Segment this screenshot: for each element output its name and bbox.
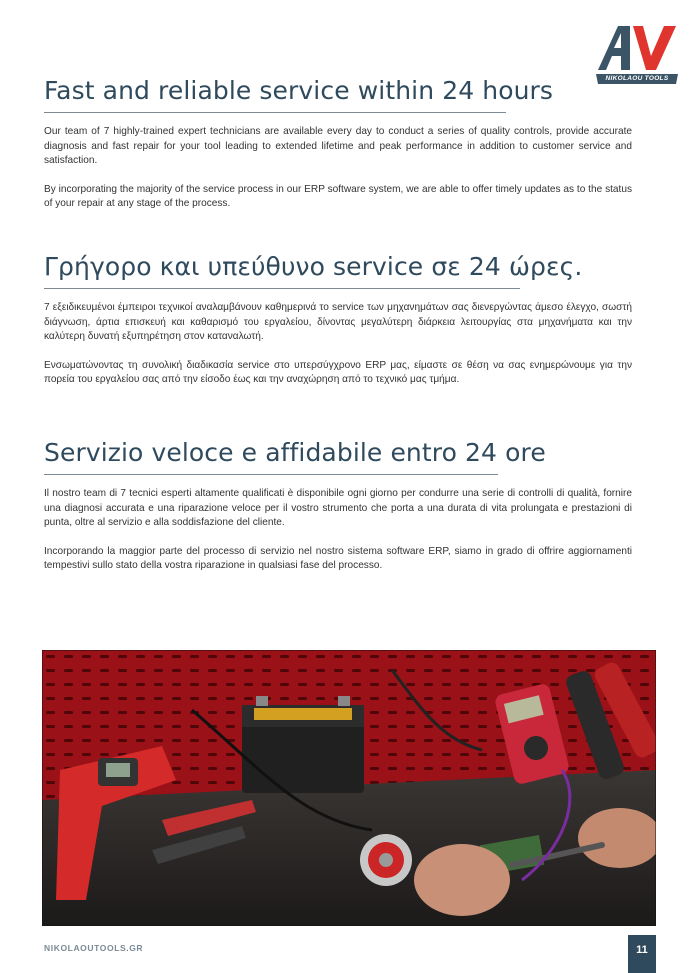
footer-website: NIKOLAOUTOOLS.GR: [44, 943, 144, 953]
title-underline: [44, 288, 520, 289]
section-paragraph: By incorporating the majority of the service process in our ERP software system, we are able to offer timely updates as to the status of your repair at any stage of the process.: [44, 183, 632, 210]
title-underline: [44, 112, 506, 113]
section-title: Γρήγορο και υπεύθυνο service σε 24 ώρες.: [44, 252, 583, 281]
logo-text: NIKOLAOU TOOLS: [605, 75, 669, 82]
section-greek: [44, 252, 632, 388]
section-title: Fast and reliable service within 24 hours: [44, 76, 554, 105]
section-paragraph: 7 εξειδικευμένοι έμπειροι τεχνικοί αναλαμβάνουν καθημερινά το service των μηχανημάτων σας διενεργώντας άμεσο έλεγχο, σωστή διάγνωση, άρτια επισκευή και καθαρισμό του εργαλείου, δίνοντας μεγαλύτερη διάρκεια λειτουργίας στα μηχανήματα και την καλύτερη δυνατή εξυπηρέτηση στον καταναλωτή.: [44, 302, 632, 343]
section-paragraph: Our team of 7 highly-trained expert technicians are available every day to conduct a series of quality controls, provide accurate diagnosis and fast repair for your tool leading to extended lifetime and peak performance in addition to customer service and satisfaction.: [44, 126, 632, 167]
title-underline: [44, 474, 498, 475]
section-italian: [44, 438, 632, 574]
repair-bench-illustration: [42, 650, 656, 926]
page-number: 11: [628, 935, 656, 973]
section-english: [44, 76, 632, 212]
section-paragraph: Ενσωματώνοντας τη συνολική διαδικασία service στο υπερσύγχρονο ERP μας, είμαστε σε θέση να σας ενημερώνουμε για την πορεία του εργαλείου σας από την είσοδο έως και την αναχώρηση από το τεχνικό μας τμήμα.: [44, 359, 632, 386]
section-paragraph: Incorporando la maggior parte del processo di servizio nel nostro sistema software ERP, siamo in grado di offrire aggiornamenti tempestivi sullo stato della vostra riparazione in qualsiasi fase del processo.: [44, 545, 632, 572]
section-title: Servizio veloce e affidabile entro 24 ore: [44, 438, 546, 467]
workshop-photo: [42, 650, 656, 926]
section-paragraph: Il nostro team di 7 tecnici esperti altamente qualificati è disponibile ogni giorno per condurre una serie di controlli di qualità, fornire una diagnosi accurata e una riparazione veloce per il vostro strumento che porta a una durata di vita prolungata e prestazioni di punta, oltre al servizio e alla soddisfazione del cliente.: [44, 488, 632, 529]
